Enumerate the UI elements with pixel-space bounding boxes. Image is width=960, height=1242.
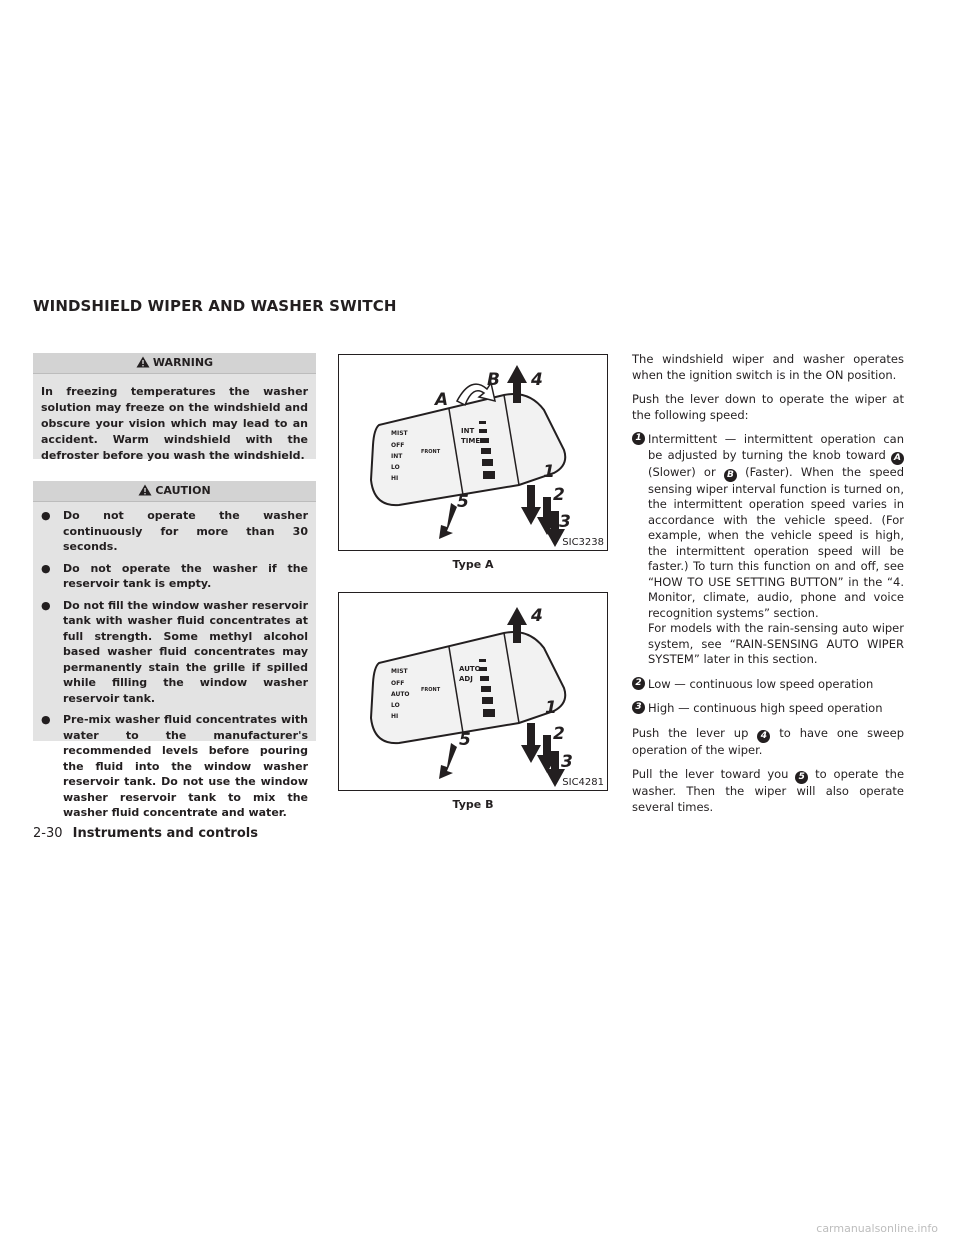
page-footer xyxy=(33,826,258,841)
lever-label: HI xyxy=(391,475,399,482)
callout-4: 4 xyxy=(531,370,543,390)
lever-label: MIST xyxy=(391,430,408,437)
callout-3: 3 xyxy=(559,512,571,532)
callout-b: B xyxy=(487,370,500,390)
arrow-down-icon xyxy=(521,485,541,525)
lever-label: OFF xyxy=(391,680,405,687)
knob-label: AUTO xyxy=(459,665,481,673)
number-3-icon: 3 xyxy=(632,701,645,714)
caution-item xyxy=(41,712,308,821)
bullet-icon: ● xyxy=(41,509,51,522)
caution-item-text: Pre-mix washer fluid concentrates with water to the manufacturer's recommended levels before pouring the fluid into the window washer reservoir tank. Do not use the window washer reservoir tank to mix the washer fluid concentrate and water. xyxy=(63,713,308,819)
page-number: 2-30 xyxy=(33,826,63,841)
intro-paragraph: Push the lever down to operate the wiper at the following speed: xyxy=(632,392,904,422)
figure-caption: Type B xyxy=(452,798,494,811)
figure-type-b xyxy=(338,592,608,791)
speed-item-intermittent xyxy=(632,432,904,668)
lever-label: OFF xyxy=(391,442,405,449)
number-2-icon: 2 xyxy=(632,677,645,690)
caution-heading-text: CAUTION xyxy=(155,484,211,497)
speed-item-low xyxy=(632,677,904,693)
lever-label: LO xyxy=(391,464,400,471)
callout-2: 2 xyxy=(553,485,565,505)
callout-1: 1 xyxy=(543,462,555,482)
section-title: WINDSHIELD WIPER AND WASHER SWITCH xyxy=(33,297,397,315)
callout-a: A xyxy=(435,390,449,410)
number-1-icon: 1 xyxy=(632,432,645,445)
item-text: (Faster). When the speed sensing wiper interval function is turned on, the intermittent operation speed varies in accordance with the vehicle speed. (For example, when the vehicle speed is high, the intermittent operation speed will be faster.) To turn this function on and off, see “HOW TO USE SETTING BUTTON” in the “4. Monitor, climate, audio, phone and voice recognition systems” section. xyxy=(648,464,905,620)
callout-4: 4 xyxy=(531,606,543,626)
arrow-toward-icon xyxy=(439,743,457,779)
lever-label: MIST xyxy=(391,668,408,675)
knob-label: INT xyxy=(461,427,475,435)
watermark: carmanualsonline.info xyxy=(816,1222,938,1235)
lever-label: AUTO xyxy=(391,691,410,698)
callout-3: 3 xyxy=(561,752,573,772)
caution-item-text: Do not operate the washer if the reservoir tank is empty. xyxy=(63,561,308,590)
figure-code: SIC4281 xyxy=(562,777,604,788)
push-up-paragraph xyxy=(632,726,904,759)
speed-item-high xyxy=(632,701,904,717)
para-text: Push the lever up xyxy=(632,725,749,740)
number-5-icon: 5 xyxy=(795,771,808,784)
item-text: Low — continuous low speed operation xyxy=(648,676,874,691)
para-text: Pull the lever toward you xyxy=(632,767,789,781)
figure-type-a xyxy=(338,354,608,551)
bullet-icon: ● xyxy=(41,561,51,575)
knob-label: ADJ xyxy=(459,675,473,683)
callout-1: 1 xyxy=(545,698,557,718)
arrow-toward-icon xyxy=(439,503,457,539)
caution-list xyxy=(41,508,308,821)
wiper-lever-type-a-illustration xyxy=(339,355,607,550)
chapter-name: Instruments and controls xyxy=(72,826,258,841)
figure-caption: Type A xyxy=(452,558,494,571)
letter-a-icon: A xyxy=(891,452,904,465)
callout-5: 5 xyxy=(457,492,469,512)
item-text: High — continuous high speed operation xyxy=(648,701,883,715)
front-label: FRONT xyxy=(421,687,441,693)
knob-label: TIME xyxy=(461,437,481,445)
caution-box xyxy=(33,481,316,819)
wiper-lever-type-b-illustration xyxy=(339,593,607,790)
lever-label: LO xyxy=(391,702,400,709)
callout-5: 5 xyxy=(459,730,471,750)
bullet-icon: ● xyxy=(41,713,51,726)
item-text: Intermittent — intermittent operation can be adjusted by turning the knob toward xyxy=(648,432,904,462)
lever-label: INT xyxy=(391,453,403,460)
warning-triangle-icon xyxy=(136,355,150,375)
figure-code: SIC3238 xyxy=(562,537,604,548)
pull-paragraph xyxy=(632,767,904,815)
caution-item xyxy=(41,508,308,555)
caution-item-text: Do not fill the window washer reservoir tank with washer fluid concentrates at full strength. Some methyl alcohol based washer fluid concentrates may permanently stain the grille if spilled while filling the window washer reservoir tank. xyxy=(63,598,309,705)
warning-heading xyxy=(33,353,316,374)
lever-label: HI xyxy=(391,713,399,720)
body-text xyxy=(632,352,904,824)
warning-text: In freezing temperatures the washer solution may freeze on the windshield and obscure your vision which may lead to an accident. Warm windshield with the defroster before you wash the windshield. xyxy=(41,385,308,462)
intro-paragraph: The windshield wiper and washer operates when the ignition switch is in the ON position. xyxy=(632,352,904,382)
callout-2: 2 xyxy=(553,724,565,744)
item-text: (Slower) or xyxy=(648,464,716,479)
caution-item xyxy=(41,561,308,592)
para-text: to operate the washer. Then the wiper will also operate several times. xyxy=(632,767,905,814)
bullet-icon: ● xyxy=(41,598,51,612)
para-text: to have one sweep operation of the wiper. xyxy=(632,725,905,757)
caution-heading xyxy=(33,481,316,502)
arrow-down-icon xyxy=(521,723,541,763)
item-text: For models with the rain-sensing auto wiper system, see “RAIN-SENSING AUTO WIPER SYSTEM” later in this section. xyxy=(648,621,904,666)
caution-item-text: Do not operate the washer continuously for more than 30 seconds. xyxy=(63,509,308,553)
caution-triangle-icon xyxy=(138,483,152,503)
number-4-icon: 4 xyxy=(757,730,770,743)
letter-b-icon: B xyxy=(724,469,737,482)
caution-item xyxy=(41,598,308,707)
front-label: FRONT xyxy=(421,449,441,455)
warning-box xyxy=(33,353,316,462)
warning-heading-text: WARNING xyxy=(152,356,214,369)
